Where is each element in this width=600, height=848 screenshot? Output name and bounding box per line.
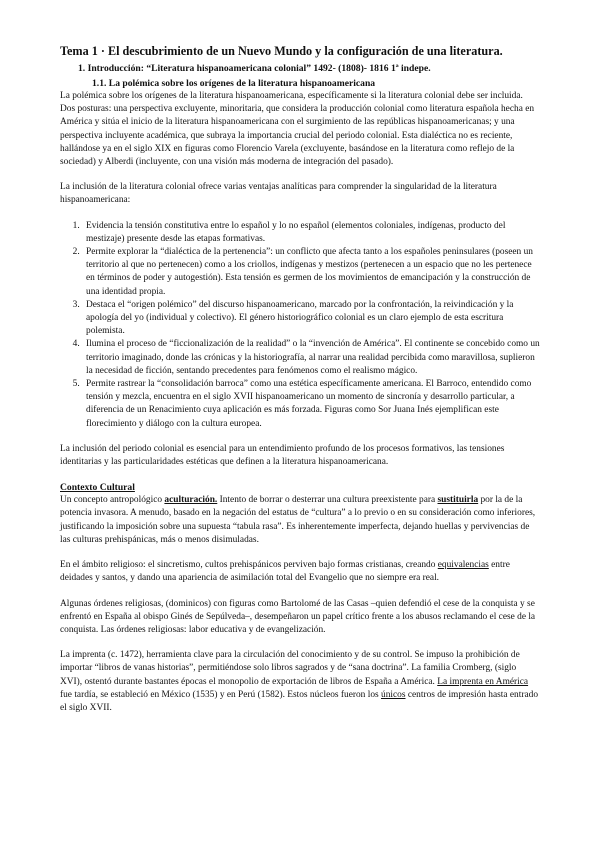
paragraph-advantages: La inclusión de la literatura colonial ofrece varias ventajas analíticas para comprender la singularidad de la literatura hispanoamericana: [60,182,497,206]
text-run: centros de impresión hasta entrado el siglo XVII. [60,689,539,713]
list-item: 5. Permite rastrear la “consolidación barroca” como una estética específicamente americana. El Barroco, entendido como tensión y mezcla, encuentra en el siglo XVII hispanoamericano un momento de sincronía y desarrollo particular, a diferencia de un Renacimiento cuya aplicación es más forzada. Figuras como Sor Juana Inés ejemplifican este florecimiento y diálogo con la cultura europea. [82,378,540,431]
list-item: 3. Destaca el “origen polémico” del discurso hispanoamericano, marcado por la confrontación, la reivindicación y la apología del yo (individual y colectivo). El género historiográfico colonial es un claro ejemplo de esta escritura polemista. [82,299,540,339]
document-title: Tema 1 · El descubrimiento de un Nuevo Mundo y la configuración de una literatura. [60,44,503,58]
paragraph-religious-orders: Algunas órdenes religiosas, (dominicos) con figuras como Bartolomé de las Casas –quien defendió el cese de la conquista y se enfrentó en España al obispo Ginés de Sepúlveda–, desempeñaron un papel crítico frente a los abusos reclamando el cese de la conquista. Las órdenes religiosas: labor educativa y de evangelización. [60,598,536,635]
text-run: La imprenta (c. 1472), herramienta clave para la circulación del conocimiento y de su control. Se impuso la prohibición de importar “libros de vanas historias”, permitiéndose solo libros sagrados y de “sana doctrina”. La familia Cromberg, (siglo XVI), ostentó durante bastantes épocas el monopolio de exportación de libros de España a América. [60,650,520,687]
text-run: Un concepto antropológico [60,495,165,506]
term-unicos: únicos [381,689,406,700]
paragraph-syncretism [60,559,540,585]
text-run: entre deidades y santos, y dando una apariencia de asimilación total del Evangelio que no siempre era real. [60,560,510,584]
text-run: por la de la potencia invasora. A menudo, basado en la negación del estatus de “cultura” a lo previo o en su consideración como inferiores, justificando la imposición sobre una supuesta “tabula rasa”. Es inherentemente imperfecta, dejando huellas y pervivencias de las culturas prehispánicas, más o menos disimuladas. [60,495,536,545]
paragraph-acculturation [60,494,540,547]
term-aculturacion: aculturación. [164,495,218,506]
context-heading: Contexto Cultural [60,482,135,494]
paragraph-printing [60,649,540,715]
text-run: Intento de borrar o desterrar una cultura preexistente para [217,495,438,506]
text-run: fue tardía, se estableció en México (1535) y en Perú (1582). Estos núcleos fueron los [60,689,382,700]
section-heading: 1. Introducción: “Literatura hispanoamericana colonial” 1492- (1808)- 1816 1ª indepe. [78,63,431,74]
subsection-heading: 1.1. La polémica sobre los orígenes de la literatura hispanoamericana [92,78,376,89]
paragraph-origins: La polémica sobre los orígenes de la literatura hispanoamericana, específicamente si la literatura colonial debe ser incluida. Dos posturas: una perspectiva excluyente, minoritaria, que considera la producción colonial como literatura española hecha en América y sitúa el inicio de la literatura hispanoamericana con el surgimiento de las repúblicas hispanoamericanas; y una perspectiva incluyente académica, que subraya la importancia crucial del periodo colonial. Esta dialéctica no es reciente, hallándose ya en el siglo XIX en figuras como Florencio Varela (excluyente, basándose en la literatura como reflejo de la sociedad) y Alberdi (incluyente, con una visión más moderna de integración del pasado). [60,91,535,168]
list-item: 2. Permite explorar la “dialéctica de la pertenencia”: un conflicto que afecta tanto a los españoles peninsulares (poseen un territorio al que no pertenecen) como a los criollos, indígenas y mestizos (pertenecen a un espacio que no les pertenece en términos de poder y autogestión). Esta tensión es germen de los movimientos de emancipación y la construcción de una identidad propia. [82,246,540,299]
list-item: 4. Ilumina el proceso de “ficcionalización de la realidad” o la “invención de América”. El continente se concebido como un territorio imaginado, donde las crónicas y la historiografía, al narrar una realidad percibida como maravillosa, suplieron la necesidad de ficción, sentando precedentes para fenómenos como el realismo mágico. [82,338,540,378]
term-equivalencias: equivalencias [437,560,489,571]
term-sustituirla: sustituirla [437,495,479,506]
text-run: En el ámbito religioso: el sincretismo, cultos prehispánicos perviven bajo formas cristianas, creando [60,560,438,571]
advantages-list [60,220,540,431]
term-imprenta-america: La imprenta en América [437,676,529,687]
paragraph-conclusion: La inclusión del periodo colonial es esencial para un entendimiento profundo de los procesos formativos, las tensiones identitarias y las particularidades estéticas que definen a la literatura hispanoamericana. [60,443,505,468]
list-item: 1. Evidencia la tensión constitutiva entre lo español y lo no español (elementos coloniales, indígenas, producto del mestizaje) presente desde las etapas formativas. [82,220,540,246]
